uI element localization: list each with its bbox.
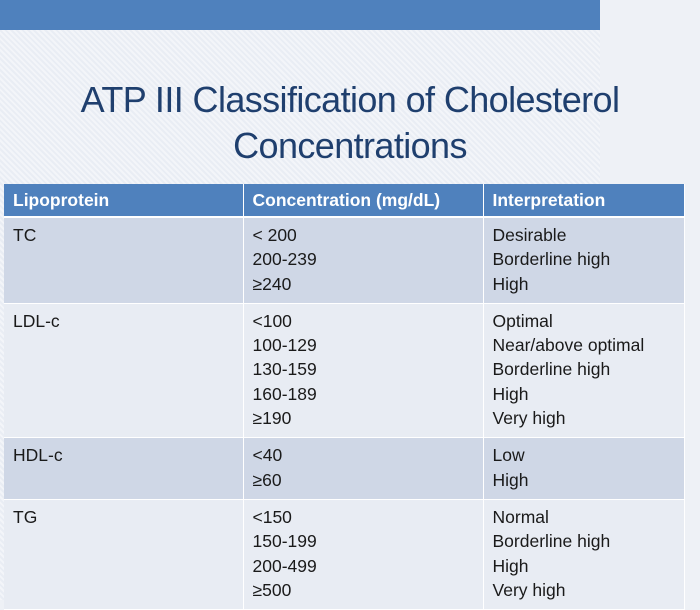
concentration-value: 160-189 [252,383,317,404]
concentration-value: 200-239 [252,249,317,270]
header-interpretation: Interpretation [483,184,684,217]
interpretation-value: Borderline high [492,531,611,552]
interpretation-value: Very high [492,408,566,429]
header-concentration: Concentration (mg/dL) [243,184,483,217]
slide [0,30,645,600]
interpretation-cell [483,499,684,609]
concentration-value: 150-199 [252,531,317,552]
interpretation-value: Borderline high [492,359,611,380]
interpretation-value: Borderline high [492,249,611,270]
table-row-tc [4,217,684,303]
interpretation-value: Low [492,445,525,466]
concentration-value: ≥60 [252,469,282,490]
slide-title [0,77,700,169]
table-row-hdl [4,438,684,500]
slide-title-line-1: ATP III Classification of Cholesterol [80,79,620,120]
interpretation-cell [483,438,684,500]
interpretation-value: High [492,555,529,576]
header-lipoprotein: Lipoprotein [4,184,243,217]
interpretation-value: Near/above optimal [492,335,645,356]
interpretation-cell [483,303,684,437]
interpretation-value: High [492,469,529,490]
concentration-cell [243,303,483,437]
classification-table [4,184,685,610]
lipoprotein-cell: HDL-c [4,438,243,500]
lipoprotein-cell: TG [4,499,243,609]
concentration-value: 130-159 [252,359,317,380]
interpretation-value: Very high [492,579,566,600]
concentration-cell [243,499,483,609]
interpretation-value: High [492,383,529,404]
top-accent-bar [0,0,600,30]
concentration-value: ≥500 [252,579,292,600]
table-row-tg [4,499,684,609]
table-row-ldl [4,303,684,437]
concentration-value: <150 [252,506,292,527]
interpretation-value: Optimal [492,310,553,331]
interpretation-value: Desirable [492,225,567,245]
lipoprotein-cell: TC [4,217,243,303]
concentration-cell [243,438,483,500]
interpretation-cell [483,217,684,303]
concentration-value: ≥190 [252,408,292,429]
concentration-cell [243,217,483,303]
concentration-value: < 200 [252,225,297,245]
concentration-value: ≥240 [252,273,292,294]
lipoprotein-cell: LDL-c [4,303,243,437]
interpretation-value: High [492,273,529,294]
table-header-row [4,184,684,217]
concentration-value: 100-129 [252,335,317,356]
interpretation-value: Normal [492,506,549,527]
concentration-value: <40 [252,445,283,466]
slide-title-line-2: Concentrations [233,125,467,166]
concentration-value: <100 [252,310,292,331]
concentration-value: 200-499 [252,555,317,576]
